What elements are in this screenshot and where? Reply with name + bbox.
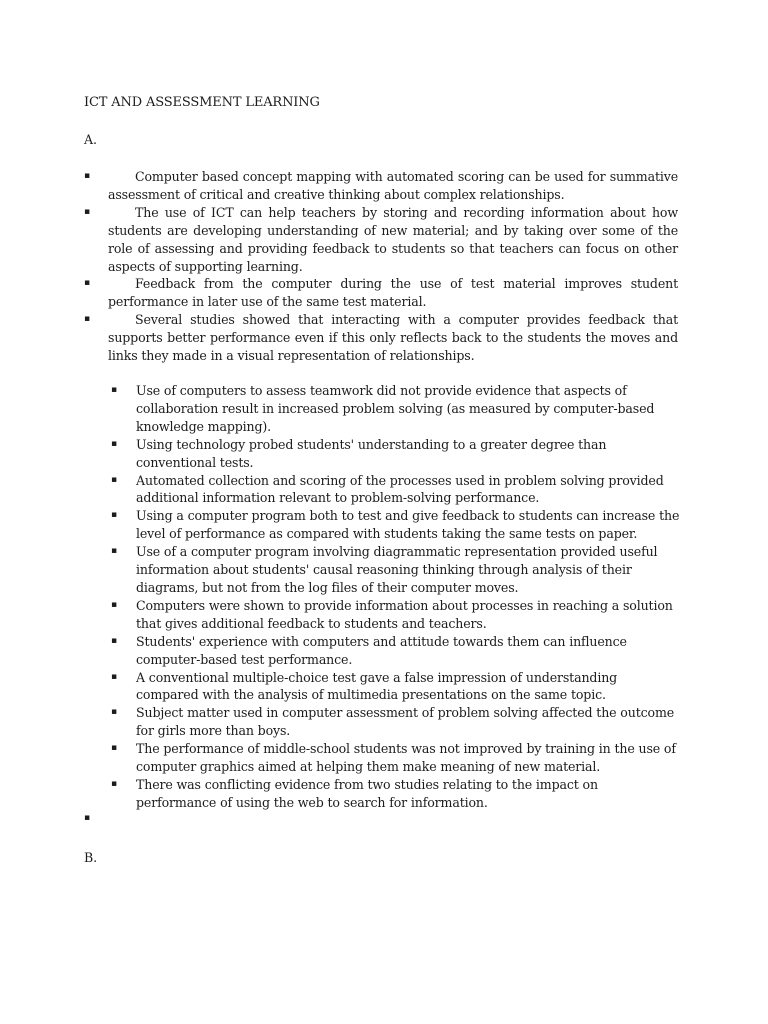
bullet-icon: ▪ <box>111 385 117 395</box>
list-item <box>111 507 681 543</box>
bullet-icon: ▪ <box>111 671 117 682</box>
list-item <box>111 472 681 508</box>
bullet-icon: ▪ <box>84 171 90 181</box>
list-item <box>111 704 681 740</box>
list-item-text: Computers were shown to provide information about processes in reaching a solution that gives additional feedback to students and teachers. <box>136 597 673 631</box>
list-item <box>84 275 678 311</box>
bullet-icon: ▪ <box>111 510 117 521</box>
list-item <box>111 776 681 812</box>
list-item-text: Using a computer program both to test and give feedback to students can increase the level of performance as compared with students taking the same tests on paper. <box>136 508 680 542</box>
list-item-text: Several studies showed that interacting with a computer provides feedback that supports better performance even if this only reflects back to the students the moves and links they made in a visual representation of relationships. <box>108 312 678 364</box>
bullet-icon: ▪ <box>84 314 90 325</box>
section-a-label: A. <box>84 132 97 147</box>
section-b-label: B. <box>84 850 97 865</box>
list-item <box>111 436 681 472</box>
list-item <box>111 543 681 597</box>
sub-bullet-list <box>111 382 681 812</box>
document-title: ICT AND ASSESSMENT LEARNING <box>84 95 320 110</box>
list-item <box>111 740 681 776</box>
list-item-text: The performance of middle-school students was not improved by training in the use of computer graphics aimed at helping them make meaning of new material. <box>136 741 676 775</box>
list-item <box>111 669 681 705</box>
bullet-icon: ▪ <box>111 474 117 485</box>
list-item-text: Subject matter used in computer assessment of problem solving affected the outcome for girls more than boys. <box>136 705 675 739</box>
bullet-icon: ▪ <box>111 599 117 610</box>
list-item-text: A conventional multiple-choice test gave a false impression of understanding compared with the analysis of multimedia presentations on the same topic. <box>136 669 618 703</box>
list-item-text: Feedback from the computer during the use of test material improves student performance in later use of the same test material. <box>108 276 678 310</box>
list-item <box>111 633 681 669</box>
list-item <box>111 382 681 436</box>
list-item-text: The use of ICT can help teachers by storing and recording information about how students are developing understanding of new material; and by taking over some of the role of assessing and providing feedback to students so that teachers can focus on other aspects of supporting learning. <box>108 204 678 274</box>
bullet-icon: ▪ <box>84 206 90 217</box>
list-item-text: Use of a computer program involving diagrammatic representation provided useful information about students' causal reasoning thinking through analysis of their diagrams, but not from the log files of their computer moves. <box>136 544 658 595</box>
bullet-icon: ▪ <box>111 707 117 718</box>
bullet-icon: ▪ <box>111 635 117 646</box>
list-item-text: Using technology probed students' understanding to a greater degree than conventional tests. <box>136 436 607 470</box>
top-bullet-list <box>84 168 678 365</box>
list-item-text: Students' experience with computers and attitude towards them can influence computer-based test performance. <box>136 633 627 667</box>
list-item-text: Use of computers to assess teamwork did not provide evidence that aspects of collaboration result in increased problem solving (as measured by computer-based knowledge mapping). <box>136 383 655 434</box>
bullet-icon: ▪ <box>111 743 117 754</box>
bullet-icon: ▪ <box>111 438 117 449</box>
list-item-text: Automated collection and scoring of the processes used in problem solving provided additional information relevant to problem-solving performance. <box>136 472 664 506</box>
list-item <box>84 311 678 365</box>
list-item-text: Computer based concept mapping with automated scoring can be used for summative assessment of critical and creative thinking about complex relationships. <box>108 169 678 202</box>
empty-bullet-icon: ▪ <box>84 813 90 823</box>
bullet-icon: ▪ <box>111 778 117 789</box>
list-item <box>84 168 678 204</box>
list-item <box>84 204 678 276</box>
bullet-icon: ▪ <box>111 546 117 557</box>
bullet-icon: ▪ <box>84 278 90 289</box>
list-item <box>111 597 681 633</box>
list-item-text: There was conflicting evidence from two studies relating to the impact on performance of using the web to search for information. <box>136 776 598 810</box>
